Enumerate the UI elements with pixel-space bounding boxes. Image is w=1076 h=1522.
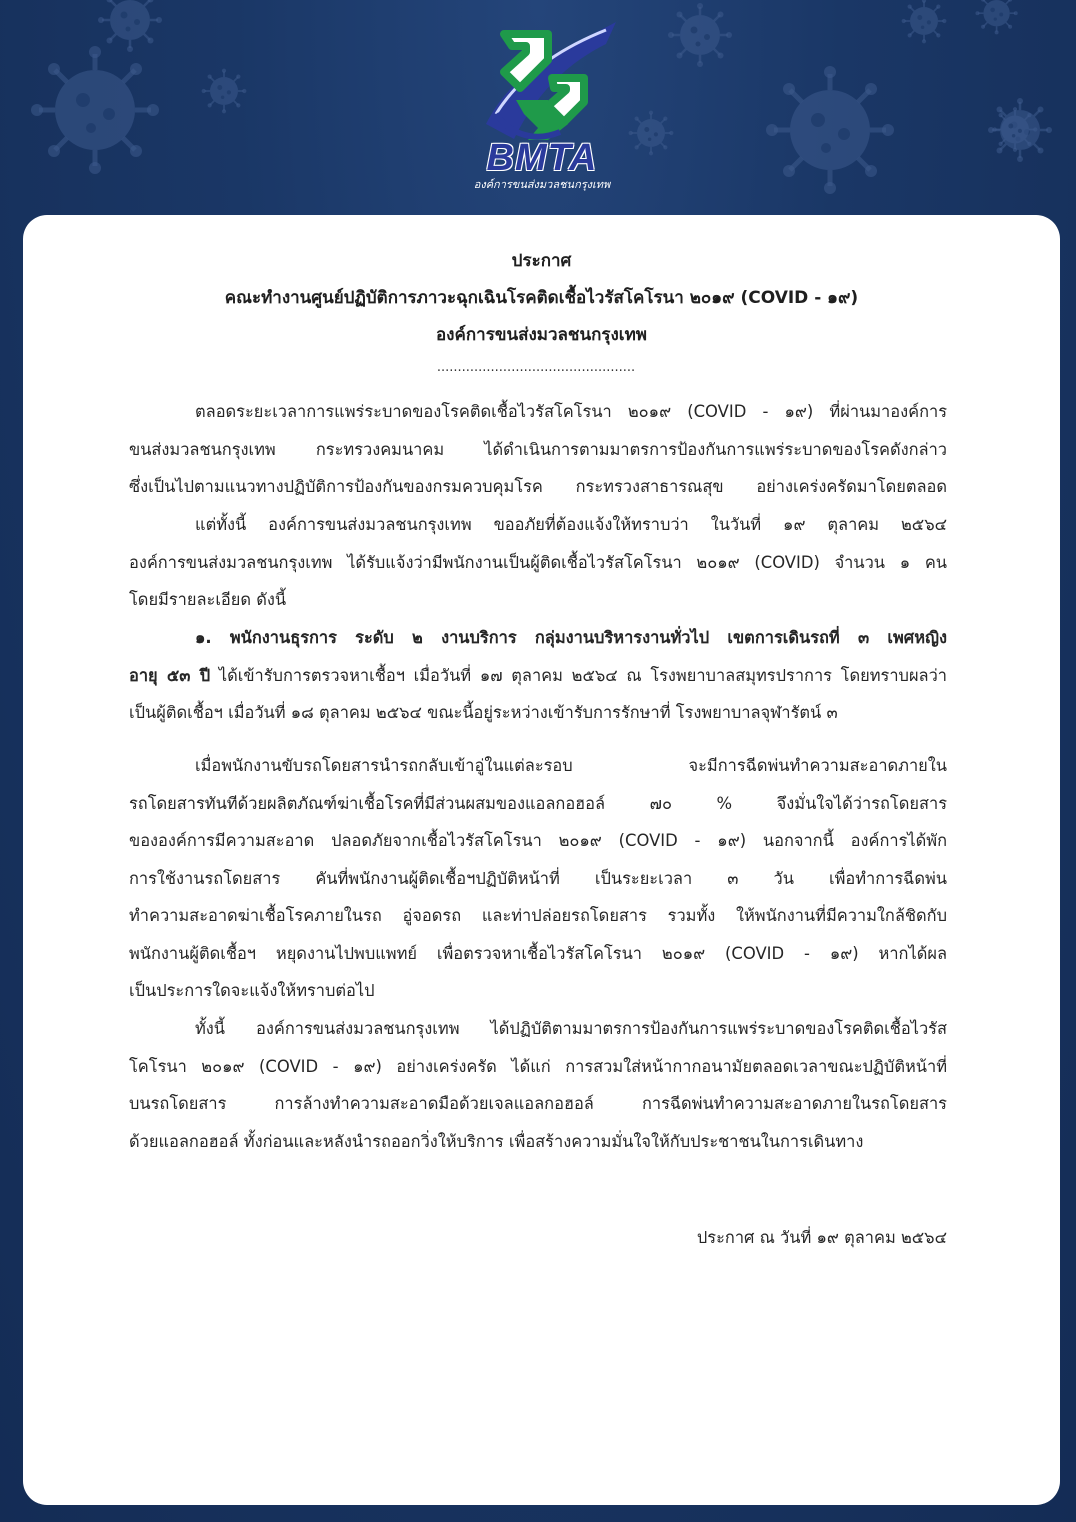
virus-icon (98, 0, 162, 52)
paragraph-line: ขององค์การมีความสะอาด ปลอดภัยจากเชื้อไวรัสโคโรนา ๒๐๑๙ (COVID - ๑๙) นอกจากนี้ องค์การได้พัก (129, 831, 947, 850)
paragraph-line: ทั้งนี้ องค์การขนส่งมวลชนกรุงเทพ ได้ปฏิบัติตามมาตรการป้องกันการแพร่ระบาดของโรคติดเชื้อไวรัส (195, 1019, 947, 1038)
paragraph-line: ทำความสะอาดฆ่าเชื้อโรคภายในรถ อู่จอดรถ และท่าปล่อยรถโดยสาร รวมทั้ง ให้พนักงานที่มีความใกล้ชิดกับ (129, 906, 947, 925)
paragraph-line: โคโรนา ๒๐๑๙ (COVID - ๑๙) อย่างเคร่งครัด ได้แก่ การสวมใส่หน้ากากอนามัยตลอดเวลาขณะปฏิบัติหน้าที่ (129, 1056, 947, 1076)
case-age-bold: อายุ ๕๓ ปี (129, 665, 211, 685)
paragraph-line: เมื่อพนักงานขับรถโดยสารนำรถกลับเข้าอู่ในแต่ละรอบ จะมีการฉีดพ่นทำความสะอาดภายใน (195, 756, 947, 775)
paragraph-line: การใช้งานรถโดยสาร คันที่พนักงานผู้ติดเชื้อฯปฏิบัติหน้าที่ เป็นระยะเวลา ๓ วัน เพื่อทำการฉีดพ่น (129, 868, 947, 888)
virus-icon (975, 0, 1017, 34)
case-detail-bold: ๑. พนักงานธุรการ ระดับ ๒ งานบริการ กลุ่มงานบริหารงานทั่วไป เขตการเดินรถที่ ๓ เพศหญิง (195, 628, 947, 647)
paragraph-2 (129, 506, 947, 619)
announcement-date: ประกาศ ณ วันที่ ๑๙ ตุลาคม ๒๕๖๔ (696, 1228, 947, 1247)
virus-icon (629, 111, 674, 156)
paragraph-line: ซึ่งเป็นไปตามแนวทางปฏิบัติการป้องกันของกรมควบคุมโรค กระทรวงสาธารณสุข อย่างเคร่งครัดมาโดยตลอด (129, 477, 947, 496)
separator: ................................................ (436, 360, 636, 375)
paragraph-line: แต่ทั้งนี้ องค์การขนส่งมวลชนกรุงเทพ ขออภัยที่ต้องแจ้งให้ทราบว่า ในวันที่ ๑๙ ตุลาคม ๒๕๖๔ (195, 515, 947, 534)
paragraph-line: ตลอดระยะเวลาการแพร่ระบาดของโรคติดเชื้อไวรัสโคโรนา ๒๐๑๙ (COVID - ๑๙) ที่ผ่านมาองค์การ (195, 402, 947, 421)
logo-subtitle: องค์การขนส่งมวลชนกรุงเทพ (473, 178, 611, 191)
paragraph-line: เป็นประการใดจะแจ้งให้ทราบต่อไป (129, 981, 375, 1000)
paragraph-line: องค์การขนส่งมวลชนกรุงเทพ ได้รับแจ้งว่ามีพนักงานเป็นผู้ติดเชื้อไวรัสโคโรนา ๒๐๑๙ (COVID) จำนวน ๑ คน (129, 552, 947, 572)
paragraph-line: พนักงานผู้ติดเชื้อฯ หยุดงานไปพบแพทย์ เพื่อตรวจหาเชื้อไวรัสโคโรนา ๒๐๑๙ (COVID - ๑๙) หากได้ผล (129, 943, 947, 963)
virus-icon (31, 46, 159, 174)
case-test-info: ได้เข้ารับการตรวจหาเชื้อฯ เมื่อวันที่ ๑๗ ตุลาคม ๒๕๖๔ ณ โรงพยาบาลสมุทรปราการ โดยทราบผลว่า (210, 665, 947, 685)
paragraph-line (129, 619, 947, 657)
paragraph-3 (129, 619, 947, 732)
logo-wordmark: BMTA (486, 137, 598, 179)
virus-icon (766, 66, 894, 194)
paragraph-line (129, 657, 947, 695)
virus-icon (202, 69, 247, 114)
virus-icon (902, 0, 947, 43)
announcement-header (23, 243, 1060, 354)
paragraph-1 (129, 393, 947, 506)
announcement-subtitle: คณะทำงานศูนย์ปฏิบัติการภาวะฉุกเฉินโรคติดเชื้อไวรัสโคโรนา ๒๐๑๙ (COVID - ๑๙) (224, 288, 859, 308)
paragraph-line: เป็นผู้ติดเชื้อฯ เมื่อวันที่ ๑๘ ตุลาคม ๒๕๖๔ ขณะนี้อยู่ระหว่างเข้ารับการรักษาที่ โรงพยาบาลจุฬารัตน์ ๓ (129, 703, 838, 722)
announcement-organization: องค์การขนส่งมวลชนกรุงเทพ (435, 325, 648, 345)
paragraph-line: รถโดยสารทันทีด้วยผลิตภัณฑ์ฆ่าเชื้อโรคที่มีส่วนผสมของแอลกอฮอล์ ๗๐ % จึงมั่นใจได้ว่ารถโดยสาร (129, 793, 947, 813)
announcement-card (23, 215, 1060, 1505)
virus-icon (993, 107, 1038, 152)
announcement-title: ประกาศ (511, 251, 572, 271)
paragraph-line: บนรถโดยสาร การล้างทำความสะอาดมือด้วยเจลแอลกอฮอล์ การฉีดพ่นทำความสะอาดภายในรถโดยสาร (129, 1094, 947, 1113)
paragraph-4 (129, 747, 947, 1010)
paragraph-line: ขนส่งมวลชนกรุงเทพ กระทรวงคมนาคม ได้ดำเนินการตามมาตรการป้องกันการแพร่ระบาดของโรคดังกล่าว (129, 439, 947, 459)
paragraph-line: โดยมีรายละเอียด ดังนี้ (129, 590, 287, 609)
paragraph-5 (129, 1010, 947, 1160)
paragraph-line: ด้วยแอลกอฮอล์ ทั้งก่อนและหลังนำรถออกวิ่งให้บริการ เพื่อสร้างความมั่นใจให้กับประชาชนในการเดินทาง (129, 1131, 864, 1151)
virus-icon (668, 3, 732, 67)
